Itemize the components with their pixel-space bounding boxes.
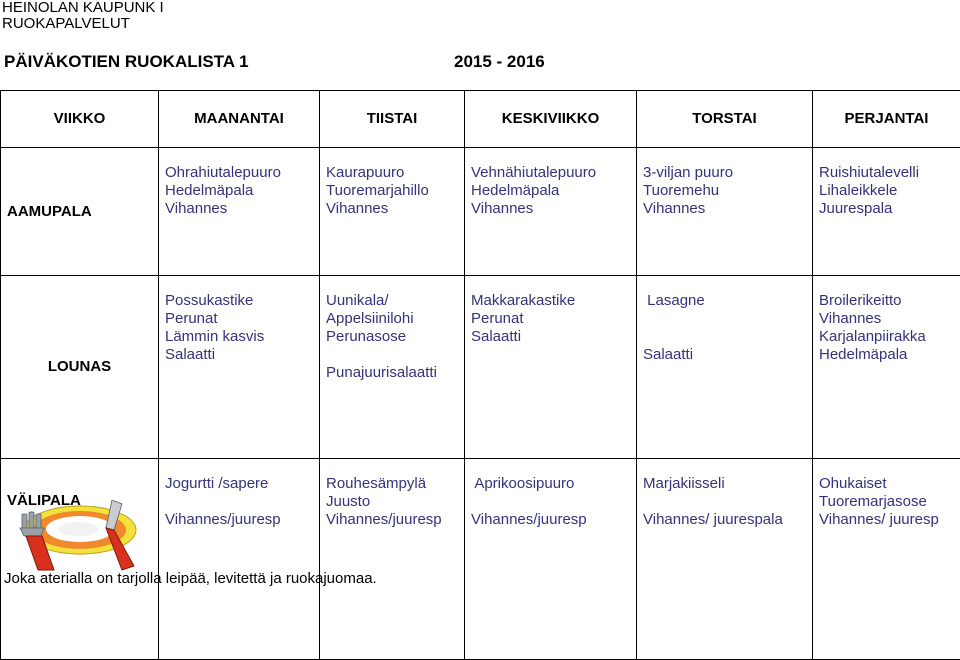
menu-cell: Ohrahiutalepuuro Hedelmäpala Vihannes (159, 148, 320, 276)
table-row (1, 148, 960, 276)
menu-cell: Lasagne Salaatti (637, 276, 813, 459)
menu-cell: Broilerikeitto Vihannes Karjalanpiirakka Hedelmäpala (813, 276, 960, 459)
page-title: PÄIVÄKOTIEN RUOKALISTA 1 (4, 52, 249, 72)
menu-cell: Possukastike Perunat Lämmin kasvis Salaatti (159, 276, 320, 459)
table-row (1, 459, 960, 660)
menu-cell: Vehnähiutalepuuro Hedelmäpala Vihannes (465, 148, 637, 276)
menu-cell: Rouhesämpylä Juusto Vihannes/juuresp (320, 459, 465, 660)
header-tuesday: TIISTAI (320, 91, 465, 148)
menu-cell: Marjakiisseli Vihannes/ juurespala (637, 459, 813, 660)
header-row (1, 91, 960, 148)
row-label-aamupala: AAMUPALA (1, 148, 159, 276)
menu-cell: Ruishiutalevelli Lihaleikkele Juurespala (813, 148, 960, 276)
header-thursday: TORSTAI (637, 91, 813, 148)
menu-cell: Jogurtti /sapere Vihannes/juuresp (159, 459, 320, 660)
row-label-lounas: LOUNAS (1, 276, 159, 459)
menu-cell: Ohukaiset Tuoremarjasose Vihannes/ juuresp (813, 459, 960, 660)
header-wednesday: KESKIVIIKKO (465, 91, 637, 148)
menu-cell: Uunikala/ Appelsiinilohi Perunasose Punajuurisalaatti (320, 276, 465, 459)
row-label-valipala: VÄLIPALA (1, 459, 159, 660)
footer-note: Joka aterialla on tarjolla leipää, levitettä ja ruokajuomaa. (4, 570, 377, 587)
header-monday: MAANANTAI (159, 91, 320, 148)
org-name: HEINOLAN KAUPUNK I (2, 0, 164, 16)
menu-cell: Aprikoosipuuro Vihannes/juuresp (465, 459, 637, 660)
menu-cell: Kaurapuuro Tuoremarjahillo Vihannes (320, 148, 465, 276)
header-friday: PERJANTAI (813, 91, 960, 148)
plate-cutlery-icon (8, 500, 144, 572)
org-department: RUOKAPALVELUT (2, 16, 130, 32)
menu-cell: Makkarakastike Perunat Salaatti (465, 276, 637, 459)
header-week: VIIKKO (1, 91, 159, 148)
period-label: 2015 - 2016 (454, 52, 545, 72)
table-row (1, 276, 960, 459)
menu-cell: 3-viljan puuro Tuoremehu Vihannes (637, 148, 813, 276)
